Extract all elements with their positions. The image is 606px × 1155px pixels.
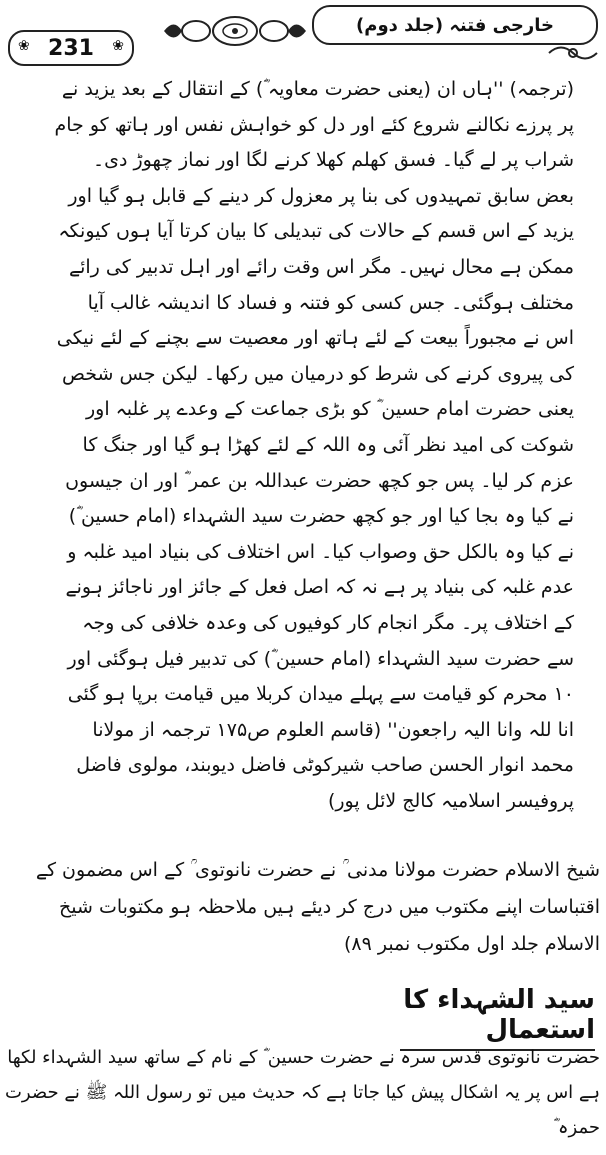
page-number-badge <box>8 30 134 66</box>
reference-paragraph-block <box>12 852 600 963</box>
running-title: خارجی فتنہ (جلد دوم) <box>312 5 598 45</box>
floral-ornament-icon: ❀ <box>112 38 124 54</box>
reference-paragraph: شیخ الاسلام حضرت مولانا مدنی ؒ نے حضرت نانوتوی ؒ کے اس مضمون کے اقتباسات اپنے مکتوب میں درج کر دیئے ہیں ملاحظہ ہو مکتوبات شیخ الاسلام جلد اول مکتوب نمبر ۸۹) <box>35 859 600 955</box>
page-header <box>0 0 606 72</box>
translation-paragraph: (ترجمہ) ''ہاں ان (یعنی حضرت معاویہ ؓ) کے انتقال کے بعد یزید نے پر پرزے نکالنے شروع کئے اور دل کو خواہش نفس اور ہاتھ کو جام شراب پر لے گیا۔ فسق کھلم کھلا کرنے لگا اور نماز چھوڑ دی۔ بعض سابق تمہیدوں کی بنا پر معزول کر دینے کے قابل ہو گیا اور یزید کے اس قسم کے حالات کی تبدیلی کا بیان کرتا آیا ہوں کیونکہ ممکن ہے محال نہیں۔ مگر اس وقت رائے اور اہل تدبیر کی رائے مختلف ہوگئی۔ جس کسی کو فتنہ و فساد کا اندیشہ غالب آیا اس نے مجبوراً بیعت کے لئے ہاتھ اور معصیت سے بچنے کے لئے نیکی کی پیروی کرنے کی شرط کو درمیان میں رکھا۔ لیکن جس شخص یعنی حضرت امام حسین ؓ کو بڑی جماعت کے وعدے پر غلبہ اور شوکت کی امید نظر آئی وہ اللہ کے لئے کھڑا ہو گیا اور جنگ کا عزم کر لیا۔ پس جو کچھ حضرت عبداللہ بن عمر ؓ اور ان جیسوں نے کیا وہ بجا کیا اور جو کچھ حضرت سید الشہداء (امام حسین ؓ) نے کیا وہ بالکل حق وصواب کیا۔ اس اختلاف کی بنیاد امید غلبہ و عدم غلبہ کی بنیاد پر ہے نہ کہ اصل فعل کے جائز اور ناجائز ہونے کے اختلاف پر۔ مگر انجام کار کوفیوں کی وعدہ خلافی کی وجہ سے حضرت سید الشہداء (امام حسین ؓ) کی تدبیر فیل ہوگئی اور ۱۰ محرم کو قیامت سے پہلے میدان کربلا میں قیامت برپا ہو گئی انا للہ وانا الیہ راجعون'' (قاسم العلوم ص۱۷۵ ترجمہ از مولانا محمد انوار الحسن صاحب شیرکوٹی فاضل دیوبند، مولوی فاضل پروفیسر اسلامیہ کالج لائل پور) <box>54 78 574 812</box>
corner-ornament-icon <box>545 40 601 66</box>
section-body-block <box>4 1040 600 1145</box>
section-heading: سید الشہداء کا استعمال <box>400 985 595 1051</box>
section-paragraph: حضرت نانوتوی قدس سرہ نے حضرت حسین ؓ کے نام کے ساتھ سید الشہداء لکھا ہے اس پر یہ اشکال پیش کیا جاتا ہے کہ حدیث میں تو رسول اللہ ﷺ نے حضرت حمزہ ؓ <box>4 1047 600 1138</box>
page-number: 231 <box>48 35 94 61</box>
floral-ornament-icon: ❀ <box>18 38 30 54</box>
quoted-translation-block <box>54 72 574 819</box>
header-center-ornament-icon <box>160 10 310 52</box>
